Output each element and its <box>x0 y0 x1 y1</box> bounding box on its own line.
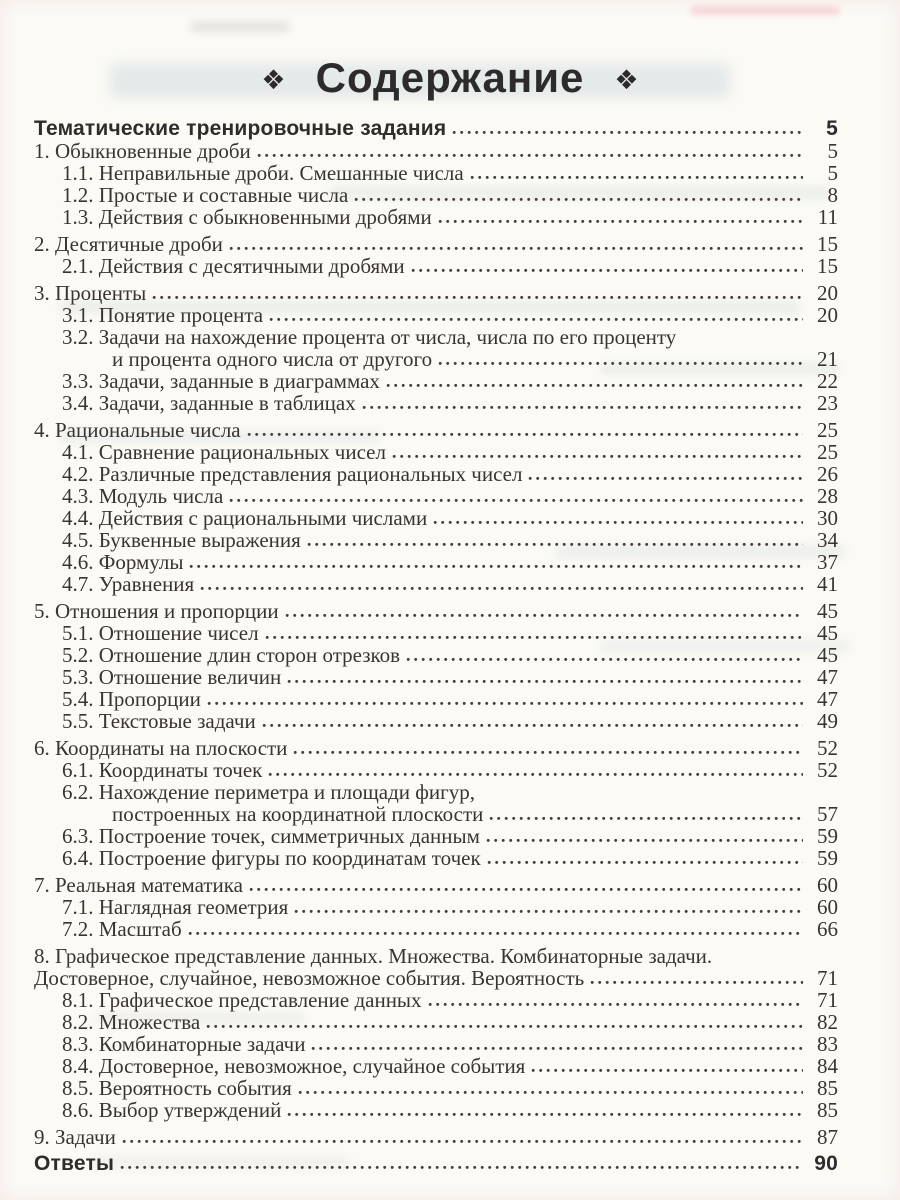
toc-line <box>34 441 838 463</box>
page-number: 41 <box>817 572 838 596</box>
dot-leader <box>438 361 803 366</box>
dot-leader <box>307 542 803 547</box>
dot-leader <box>531 1068 803 1073</box>
dot-leader <box>487 860 803 865</box>
toc-entry-text: 4.2. Различные представления рациональных чисел <box>62 462 523 486</box>
toc-line <box>34 1077 838 1099</box>
toc-entry <box>34 600 838 622</box>
toc-line <box>34 825 838 847</box>
toc-line <box>34 507 838 529</box>
page-number: 37 <box>817 550 838 574</box>
toc-entry-text: 4.4. Действия с рациональными числами <box>62 506 428 530</box>
toc-line <box>34 348 838 370</box>
page-number: 60 <box>817 873 838 897</box>
toc-entry <box>34 1077 838 1099</box>
page-number: 34 <box>817 528 838 552</box>
toc-entry-text: 6.2. Нахождение периметра и площади фигур, <box>62 780 475 804</box>
toc-entry-text: 8.6. Выбор утверждений <box>62 1098 282 1122</box>
toc-entry-text: 7.1. Наглядная геометрия <box>62 895 289 919</box>
toc-line <box>34 644 838 666</box>
toc-line <box>34 282 838 304</box>
toc-entry-text: 4.6. Формулы <box>62 550 184 574</box>
dot-leader <box>122 1139 803 1144</box>
page-number: 25 <box>817 440 838 464</box>
dot-leader <box>229 498 803 503</box>
toc-entry-text: 4.1. Сравнение рациональных чисел <box>62 440 386 464</box>
page-number: 84 <box>817 1054 838 1078</box>
toc-entry <box>34 233 838 255</box>
page-title <box>0 0 900 102</box>
dot-leader <box>206 1024 803 1029</box>
toc-entry-text: 4.3. Модуль числа <box>62 484 224 508</box>
dot-leader <box>287 679 803 684</box>
toc-entry-text: 4.5. Буквенные выражения <box>62 528 301 552</box>
toc-line <box>34 118 838 140</box>
toc-entry <box>34 419 838 441</box>
page-number: 20 <box>817 281 838 305</box>
toc-line <box>34 370 838 392</box>
page-number: 52 <box>817 758 838 782</box>
page-number: 11 <box>817 205 838 229</box>
page-number: 21 <box>817 347 838 371</box>
page-number: 26 <box>817 462 838 486</box>
toc-entry <box>34 573 838 595</box>
toc-entry-text: 4.7. Уравнения <box>62 572 195 596</box>
toc-entry-text: 5. Отношения и пропорции <box>34 599 279 623</box>
toc-entry <box>34 118 838 140</box>
toc-entry-text: 9. Задачи <box>34 1125 116 1149</box>
toc-line <box>34 874 838 896</box>
toc-entry-text: 8.3. Комбинаторные задачи <box>62 1032 306 1056</box>
page-number: 5 <box>827 161 838 185</box>
toc-line <box>34 304 838 326</box>
page-number: 25 <box>817 418 838 442</box>
toc-line <box>34 529 838 551</box>
toc-line <box>34 184 838 206</box>
page-number: 22 <box>817 369 838 393</box>
toc-line <box>34 1153 838 1175</box>
toc-entry <box>34 206 838 228</box>
toc-entry <box>34 1099 838 1121</box>
toc-entry <box>34 485 838 507</box>
toc-entry <box>34 710 838 732</box>
page-number: 66 <box>817 917 838 941</box>
toc-line <box>34 1099 838 1121</box>
dot-leader <box>268 772 803 777</box>
toc-list <box>0 118 900 1175</box>
toc-line <box>34 710 838 732</box>
page-number: 30 <box>817 506 838 530</box>
toc-entry <box>34 162 838 184</box>
page-number: 8 <box>827 183 838 207</box>
dot-leader <box>433 520 803 525</box>
toc-line <box>34 847 838 869</box>
dot-leader <box>287 1112 803 1117</box>
toc-entry <box>34 392 838 414</box>
toc-line <box>34 918 838 940</box>
page-number: 5 <box>826 117 838 140</box>
toc-line <box>34 781 838 803</box>
dot-leader <box>265 635 803 640</box>
toc-entry <box>34 825 838 847</box>
toc-line <box>34 989 838 1011</box>
page-number: 45 <box>817 621 838 645</box>
toc-line <box>34 1126 838 1148</box>
dot-leader <box>411 268 803 273</box>
toc-entry-text: 6.1. Координаты точек <box>62 758 263 782</box>
toc-entry-text: 5.5. Текстовые задачи <box>62 709 256 733</box>
toc-entry <box>34 463 838 485</box>
page-number: 83 <box>817 1032 838 1056</box>
toc-entry-text: 6.4. Построение фигуры по координатам точек <box>62 846 481 870</box>
toc-line <box>34 1011 838 1033</box>
dot-leader <box>247 432 803 437</box>
toc-entry-text: 2. Десятичные дроби <box>34 232 223 256</box>
toc-line <box>34 573 838 595</box>
toc-entry <box>34 441 838 463</box>
dot-leader <box>120 1165 803 1170</box>
dot-leader <box>269 317 803 322</box>
dot-leader <box>188 931 803 936</box>
page-number: 45 <box>817 643 838 667</box>
toc-entry <box>34 326 838 370</box>
toc-entry <box>34 255 838 277</box>
toc-entry-text: 6. Координаты на плоскости <box>34 736 288 760</box>
toc-entry-text: 3.4. Задачи, заданные в таблицах <box>62 391 356 415</box>
toc-line <box>34 162 838 184</box>
toc-entry-text: 7.2. Масштаб <box>62 917 182 941</box>
page-number: 71 <box>817 988 838 1012</box>
toc-line <box>34 896 838 918</box>
toc-line <box>34 233 838 255</box>
toc-entry <box>34 370 838 392</box>
toc-entry-text: 5.1. Отношение чисел <box>62 621 259 645</box>
toc-entry <box>34 737 838 759</box>
page-number: 59 <box>817 824 838 848</box>
toc-entry-text: построенных на координатной плоскости <box>112 802 484 826</box>
toc-entry <box>34 688 838 710</box>
toc-entry <box>34 507 838 529</box>
dot-leader <box>392 454 803 459</box>
toc-line <box>34 759 838 781</box>
toc-entry <box>34 529 838 551</box>
toc-line <box>34 737 838 759</box>
toc-entry-text: 8.5. Вероятность события <box>62 1076 292 1100</box>
toc-line <box>34 1033 838 1055</box>
toc-entry-text: 8. Графическое представление данных. Множества. Комбинаторные задачи. <box>34 944 713 968</box>
dot-leader <box>189 564 803 569</box>
dot-leader <box>590 980 803 985</box>
toc-entry-text: 1. Обыкновенные дроби <box>34 139 251 163</box>
toc-line <box>34 803 838 825</box>
dot-leader <box>207 701 803 706</box>
toc-entry-text: 3. Проценты <box>34 281 147 305</box>
dot-leader <box>152 295 803 300</box>
page-number: 15 <box>817 254 838 278</box>
dot-leader <box>298 1090 803 1095</box>
dot-leader <box>229 246 803 251</box>
toc-entry-text: 3.2. Задачи на нахождение процента от числа, числа по его проценту <box>62 325 677 349</box>
dot-leader <box>386 383 803 388</box>
toc-entry-text: 2.1. Действия с десятичными дробями <box>62 254 405 278</box>
toc-entry <box>34 140 838 162</box>
page-number: 49 <box>817 709 838 733</box>
toc-entry-text: 8.2. Множества <box>62 1010 201 1034</box>
toc-entry-text: 5.3. Отношение величин <box>62 665 282 689</box>
diamond-ornament-right-icon: ❖ <box>614 64 639 96</box>
toc-entry <box>34 896 838 918</box>
toc-entry <box>34 551 838 573</box>
page-number: 47 <box>817 687 838 711</box>
page-number: 60 <box>817 895 838 919</box>
page-number: 15 <box>817 232 838 256</box>
toc-entry <box>34 1033 838 1055</box>
toc-entry <box>34 1153 838 1175</box>
toc-entry <box>34 1011 838 1033</box>
diamond-ornament-left-icon: ❖ <box>261 64 286 96</box>
dot-leader <box>294 909 803 914</box>
toc-entry-text: 1.3. Действия с обыкновенными дробями <box>62 205 432 229</box>
page-number: 71 <box>817 966 838 990</box>
toc-entry-text: 7. Реальная математика <box>34 873 243 897</box>
page-number: 23 <box>817 391 838 415</box>
toc-line <box>34 967 838 989</box>
toc-entry <box>34 644 838 666</box>
toc-entry <box>34 945 838 989</box>
dot-leader <box>452 130 803 135</box>
toc-entry <box>34 847 838 869</box>
dot-leader <box>362 405 803 410</box>
dot-leader <box>249 887 803 892</box>
toc-line <box>34 140 838 162</box>
page-number: 20 <box>817 303 838 327</box>
page-number: 57 <box>817 802 838 826</box>
dot-leader <box>257 153 803 158</box>
page-number: 87 <box>817 1125 838 1149</box>
dot-leader <box>354 197 803 202</box>
toc-line <box>34 688 838 710</box>
toc-entry-text: и процента одного числа от другого <box>112 347 433 371</box>
toc-line <box>34 1055 838 1077</box>
dot-leader <box>428 1002 803 1007</box>
toc-entry-text: 3.1. Понятие процента <box>62 303 264 327</box>
toc-line <box>34 551 838 573</box>
page-number: 28 <box>817 484 838 508</box>
toc-entry-text: 5.2. Отношение длин сторон отрезков <box>62 643 401 667</box>
toc-entry <box>34 918 838 940</box>
page-number: 47 <box>817 665 838 689</box>
toc-entry <box>34 781 838 825</box>
toc-entry <box>34 1055 838 1077</box>
dot-leader <box>528 476 803 481</box>
page-number: 82 <box>817 1010 838 1034</box>
toc-line <box>34 485 838 507</box>
toc-line <box>34 463 838 485</box>
toc-entry <box>34 1126 838 1148</box>
page-number: 90 <box>814 1152 838 1175</box>
toc-entry-text: Достоверное, случайное, невозможное события. Вероятность <box>34 966 585 990</box>
toc-line <box>34 666 838 688</box>
dot-leader <box>470 175 803 180</box>
toc-entry-text: Тематические тренировочные задания <box>34 117 447 140</box>
page-number: 85 <box>817 1076 838 1100</box>
toc-entry <box>34 184 838 206</box>
toc-entry <box>34 304 838 326</box>
toc-entry-text: 3.3. Задачи, заданные в диаграммах <box>62 369 380 393</box>
dot-leader <box>486 838 803 843</box>
dot-leader <box>262 723 803 728</box>
toc-entry-text: 4. Рациональные числа <box>34 418 241 442</box>
page-number: 59 <box>817 846 838 870</box>
dot-leader <box>406 657 803 662</box>
dot-leader <box>489 816 803 821</box>
toc-entry-text: 1.2. Простые и составные числа <box>62 183 349 207</box>
toc-line <box>34 392 838 414</box>
toc-line <box>34 945 838 967</box>
page-number: 45 <box>817 599 838 623</box>
dot-leader <box>311 1046 803 1051</box>
toc-entry-text: 6.3. Построение точек, симметричных данным <box>62 824 480 848</box>
page-number: 5 <box>827 139 838 163</box>
toc-entry <box>34 622 838 644</box>
toc-line <box>34 206 838 228</box>
page-number: 85 <box>817 1098 838 1122</box>
toc-line <box>34 622 838 644</box>
toc-line <box>34 255 838 277</box>
dot-leader <box>285 613 803 618</box>
toc-line <box>34 600 838 622</box>
toc-entry <box>34 759 838 781</box>
toc-entry-text: 8.1. Графическое представление данных <box>62 988 422 1012</box>
page-number: 52 <box>817 736 838 760</box>
toc-entry-text: 8.4. Достоверное, невозможное, случайное события <box>62 1054 526 1078</box>
dot-leader <box>293 750 803 755</box>
dot-leader <box>438 219 803 224</box>
dot-leader <box>200 586 803 591</box>
toc-line <box>34 419 838 441</box>
toc-line <box>34 326 838 348</box>
toc-entry <box>34 874 838 896</box>
toc-entry <box>34 989 838 1011</box>
toc-entry <box>34 282 838 304</box>
toc-entry-text: Ответы <box>34 1152 115 1175</box>
toc-entry-text: 5.4. Пропорции <box>62 687 201 711</box>
toc-entry <box>34 666 838 688</box>
toc-entry-text: 1.1. Неправильные дроби. Смешанные числа <box>62 161 464 185</box>
page-title-text: Содержание <box>315 54 585 101</box>
